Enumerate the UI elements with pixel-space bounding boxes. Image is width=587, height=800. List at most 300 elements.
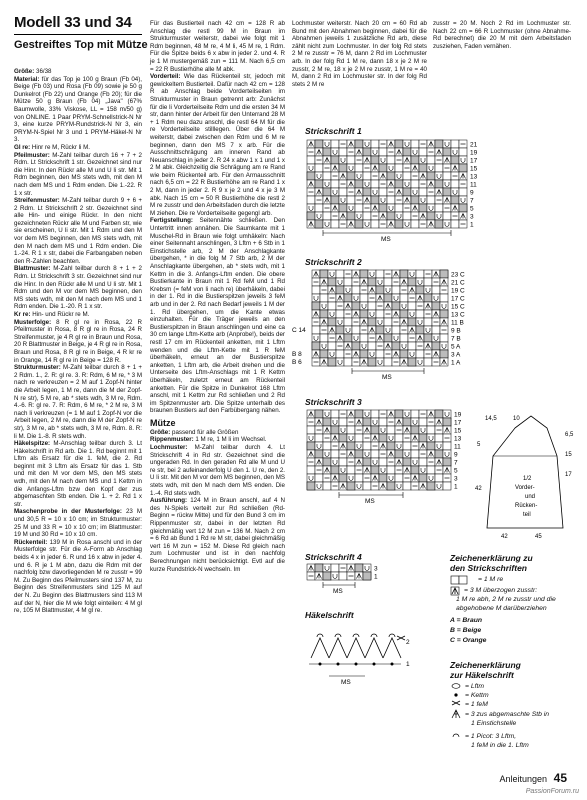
- empty-cell: [315, 220, 323, 228]
- paragraph-label: Rückenteil:: [14, 538, 48, 546]
- paragraph-text: Seitennähte schließen. Den Untertritt innen annähen. Die Saumkante mit 1 Muschel-Rd in Braun wie folgt umhäkeln: Nach einer Seitennaht anschlingen, 3 Lftm + 6 Stb in 1 Einstichstelle arb, 2 M der Anschlagkante übergehen, * in die folg M 7 Stb arb, 2 M der Anschlagkante übergehen, ab * stets wdh, mit 1 Kettm in die 3. Anfangs-Lftm enden. Die obere Bustierkante in Braun mit 1 Rd feM und 1 Rd Krebsm (= feM von li nach re) überhäkeln, dabei in der 1. Rd in die Bustierspitzen jeweils 3 feM arb und in der 2. Rd nach Bedarf jeweils 1 M der 1. Rd übergehen, um die Kante etwas einzuhalten. Für die Träger jeweils an den Bustierspitzen in Braun anschlingen und eine ca 30 cm lange Lftm-Kette arb (Anprobe!), beids der restl 17 cm im Rückenteil anketten, mit 1 Lftm wenden und die Lftm-Kette mit 1 R feM überhäkeln, erneut an der Bustierspitze anketten, 1 Lftm arb, die Arbeit drehen und die Unterseite des Lftm-Anschlags mit 1 R Kettm überhäkeln, zuletzt erneut am Rückenteil anketten. Für die Spitze in Dunkelrot 168 Lftm anschl, mit 1 Kettm zur Rd schließen und 2 Rd im Spitzenmuster arb. Die Spitze unterhalb des braunen Bustiers auf den Farbübergang nähen.: [150, 217, 285, 415]
- paragraph-label: Lochmuster:: [150, 444, 188, 452]
- row-number: 15: [470, 165, 478, 173]
- chart-title-s3: Strickschrift 3: [305, 397, 362, 407]
- empty-cell: [307, 212, 315, 220]
- empty-cell: [371, 156, 379, 164]
- dimension-label: teil: [523, 512, 531, 518]
- row-number: 17 C: [451, 295, 465, 303]
- chart-cell: [307, 164, 315, 172]
- knitting-chart-2: [292, 268, 492, 393]
- chart-cell: [451, 148, 459, 156]
- empty-cell: [387, 442, 395, 450]
- empty-cell: [323, 188, 331, 196]
- row-number: 17: [470, 157, 478, 165]
- chart-cell: [427, 196, 435, 204]
- chart-cell: [435, 204, 443, 212]
- row-number: 23 C: [451, 271, 465, 279]
- chart-cell: [395, 434, 403, 442]
- chart-cell: [395, 204, 403, 212]
- chart-cell: [427, 426, 435, 434]
- row-number: 5: [470, 205, 474, 213]
- instruction-paragraph: [14, 319, 142, 365]
- legend-haekel-title-1: Zeichenerklärung: [450, 660, 521, 670]
- section-heading: Mütze: [150, 417, 176, 428]
- chart-cell: [411, 140, 419, 148]
- instruction-paragraph: [14, 152, 142, 198]
- paragraph-text: M-Zahl teilbar durch 4. Lt Strickschrift 4 in Rd str. Gezeichnet sind die ungeraden Rd. In den geraden Rd alle M und U re str, bei 2 aufeinanderfolg U den 1. U re, den 2. U li str. Mit den M vor dem MS beginnen, den MS stets wdh, mit den M nach dem MS enden. Die 1.-4. Rd stets wdh.: [150, 444, 285, 497]
- paragraph-text: Lochmuster weiterstr. Nach 20 cm = 60 Rd ab Bund mit den Abnahmen beginnen, dabei für die Abnahmen jeweils 1 zusätzliche Rd arb, diese zählt nicht zum Lochmuster. In der folg Rd stets 2 M re zusstr = 76 M, dann 2 Rd im Lochmuster arb. In der folg Rd 1 M re, dann 18 x je 2 M re zusstr, 2 M re, 18 x je 2 M re zusstr, 1 M re = 40 M, dann 2 Rd im Lochmuster str. In der folg Rd stets 2 M re: [292, 20, 427, 88]
- paragraph-label: Maschenprobe in der Musterfolge:: [14, 508, 122, 516]
- empty-cell: [403, 458, 411, 466]
- dimension-label: 5: [477, 442, 481, 448]
- empty-cell: [416, 286, 424, 294]
- row-number: 9: [454, 451, 458, 459]
- chart-cell: [339, 458, 347, 466]
- chart-cell: [376, 350, 384, 358]
- chart-cell: [363, 180, 371, 188]
- chart-cell: [451, 180, 459, 188]
- instruction-paragraph: [14, 197, 142, 265]
- empty-cell: [347, 482, 355, 490]
- paragraph-label: Material:: [14, 75, 40, 83]
- chart-cell: [315, 434, 323, 442]
- legend-strick-item-1: = 1 M re: [478, 576, 504, 583]
- dimension-label: 15: [565, 452, 572, 458]
- row-number: 1: [454, 483, 458, 491]
- row-number: 1: [470, 221, 474, 229]
- paragraph-label: Größe:: [14, 68, 35, 75]
- row-number: 15 C: [451, 303, 465, 311]
- chart-cell: [344, 318, 352, 326]
- chart-cell: [371, 410, 379, 418]
- empty-cell: [360, 350, 368, 358]
- instruction-paragraph: [433, 20, 571, 50]
- chart-cell: [451, 188, 459, 196]
- empty-cell: [392, 342, 400, 350]
- empty-cell: [387, 482, 395, 490]
- empty-cell: [355, 180, 363, 188]
- legend-haekel-item-6: = 1 Picot: 3 Lftm,: [465, 733, 517, 740]
- instruction-paragraph: [150, 429, 285, 437]
- instruction-paragraph: [14, 440, 142, 508]
- chart-cell: [323, 442, 331, 450]
- dimension-label: 42: [475, 486, 482, 492]
- empty-cell: [451, 196, 459, 204]
- empty-cell: [419, 164, 427, 172]
- paragraph-text: für das Top je 100 g Braun (Fb 04), Beige (Fb 03) und Rosa (Fb 09) sowie je 50 g Dunkelrot (Fb 22) und Orange (Fb 20); für die Mütze 50 g Braun (Fb 04) „Java" (67% Baumwolle, 33% Viskose, LL = 158 m/50 g) von ONLINE. 1 Paar PRYM-Schnellstrick-N Nr 3, eine kurze PRYM-Rundstrick-N Nr 3, ein PRYM-N-Spiel Nr 3 und 1 PRYM-Häkel-N Nr 3.: [14, 75, 142, 144]
- empty-cell: [435, 180, 443, 188]
- chart-cell: [427, 164, 435, 172]
- chart-cell: [307, 156, 315, 164]
- chart-cell: [459, 188, 467, 196]
- knitting-chart-3: [305, 408, 495, 528]
- chart-cell: [371, 188, 379, 196]
- instruction-paragraph: [150, 444, 285, 497]
- legend-haekel-title-2: zur Häkelschrift: [450, 670, 514, 680]
- empty-cell: [440, 310, 448, 318]
- empty-cell: [419, 474, 427, 482]
- legend-haekel-item-5: 1 Einstichstelle: [471, 720, 517, 727]
- empty-cell: [307, 442, 315, 450]
- instruction-paragraph: [14, 144, 142, 152]
- chart-cell: [339, 148, 347, 156]
- paragraph-text: M-Zahl teilbar durch 9 + 6 + 2 Rdm. Lt Strickschrift 2 str. Gezeichnet sind alle Hin- und einige Rückr. In den nicht gezeichneten Rückr alle M und Farben str, wie sie erscheinen, U li str. Mit 1 Rdm und den M vor dem MS beginnen, den MS stets wdh, mit den M nach dem MS und 1 Rdm enden. Die 1.-24. R 1 x str, dabei die Farbangaben neben den R-Zahlen beachten.: [14, 197, 142, 265]
- chart-cell: [459, 148, 467, 156]
- empty-cell: [336, 286, 344, 294]
- empty-cell: [339, 434, 347, 442]
- chart-cell: [443, 212, 451, 220]
- chart-cell: [363, 172, 371, 180]
- chart-cell: [440, 334, 448, 342]
- chart-cell: [371, 140, 379, 148]
- empty-cell: [427, 212, 435, 220]
- crochet-stitch-group: [311, 638, 329, 658]
- paragraph-text: 36/38: [34, 68, 52, 75]
- row-number: 2: [406, 639, 410, 646]
- empty-cell: [363, 148, 371, 156]
- empty-cell: [315, 564, 323, 572]
- chart-cell: [347, 426, 355, 434]
- instruction-paragraph: [14, 311, 142, 319]
- chart-cell: [347, 156, 355, 164]
- legend-color-b: B = Beige: [450, 627, 482, 634]
- empty-cell: [352, 342, 360, 350]
- empty-cell: [363, 458, 371, 466]
- chart-cell: [387, 196, 395, 204]
- chart-cell: [443, 140, 451, 148]
- legend-color-c: C = Orange: [450, 637, 487, 644]
- crochet-chart: [305, 620, 415, 690]
- chart-cell: [355, 474, 363, 482]
- empty-cell: [400, 350, 408, 358]
- row-number: 11: [470, 181, 477, 189]
- chart-cell: [363, 442, 371, 450]
- column-4: [433, 20, 571, 50]
- column-1: [14, 68, 142, 615]
- empty-cell: [384, 294, 392, 302]
- chart-cell: [336, 270, 344, 278]
- empty-cell: [384, 334, 392, 342]
- crochet-stitch-group: [329, 638, 347, 658]
- paragraph-label: Gl re:: [14, 143, 31, 151]
- empty-cell: [392, 302, 400, 310]
- chart-cell: [323, 212, 331, 220]
- row-number: 5 A: [451, 343, 461, 351]
- empty-cell: [451, 156, 459, 164]
- chart-cell: [315, 474, 323, 482]
- empty-cell: [355, 410, 363, 418]
- instruction-paragraph: [150, 436, 285, 444]
- chart-cell: [331, 188, 339, 196]
- empty-cell: [320, 270, 328, 278]
- chart-cell: [443, 180, 451, 188]
- empty-cell: [376, 286, 384, 294]
- empty-cell: [339, 474, 347, 482]
- empty-cell: [328, 318, 336, 326]
- chart-cell: [328, 302, 336, 310]
- chart-cell: [416, 270, 424, 278]
- chart-cell: [419, 418, 427, 426]
- chart-cell: [435, 434, 443, 442]
- dimension-label: 17: [565, 472, 572, 478]
- instruction-paragraph: [150, 73, 285, 217]
- paragraph-text: M-Zahl teilbar durch 8 + 1 + 2 Rdm. Lt Strickschrift 3 str. Gezeichnet sind nur die Hinr. In den Rückr alle M und U li str. Mit 1 Rdm und den M vor dem MS beginnen, den MS stets wdh, mit den M nach dem MS und 1 Rdm enden. Die 1.-20. R 1 x str.: [14, 265, 142, 311]
- chart-cell: [323, 172, 331, 180]
- chart-cell: [424, 358, 432, 366]
- chart-cell: [408, 302, 416, 310]
- chart-cell: [323, 140, 331, 148]
- chart-cell: [315, 164, 323, 172]
- empty-cell: [424, 294, 432, 302]
- page-number: 45: [553, 771, 567, 785]
- empty-cell: [371, 196, 379, 204]
- chart-cell: [320, 294, 328, 302]
- empty-cell: [336, 326, 344, 334]
- empty-cell: [355, 220, 363, 228]
- dimension-label: 14,5: [485, 416, 497, 422]
- empty-cell: [411, 156, 419, 164]
- chart-cell: [403, 140, 411, 148]
- chart-cell: [408, 342, 416, 350]
- empty-cell: [419, 434, 427, 442]
- empty-cell: [408, 358, 416, 366]
- chart-cell: [336, 350, 344, 358]
- page-title: Modell 33 und 34: [14, 14, 132, 31]
- paragraph-label: Pfeilmuster:: [14, 151, 50, 159]
- paragraph-label: Musterfolge:: [14, 318, 52, 326]
- empty-cell: [443, 458, 451, 466]
- empty-cell: [320, 310, 328, 318]
- repeat-label: MS: [381, 236, 391, 243]
- chart-cell: [416, 350, 424, 358]
- dimension-label: 10: [513, 416, 520, 422]
- empty-cell: [432, 342, 440, 350]
- dimension-label: Vorder-: [515, 485, 535, 491]
- paragraph-text: M-Anschlag teilbar durch 3. Lt Häkelschrift in Rd arb. Die 1. Rd beginnt mit 1 Lftm als Ersatz für die 1. feM, die 2. Rd beginnt mit 3 Lftm als Ersatz für das 1. Stb und mit den M vor dem MS, den MS stets wdh, mit den M nach dem MS und 1 Kettm in die Anfangs-Lftm bzw den Kopf der zus abgemaschten Stb enden. Die 1. + 2. Rd 1 x str.: [14, 440, 142, 508]
- paragraph-text: 23 M und 30,5 R = 10 x 10 cm; im Strukturmuster: 25 M und 33 R = 10 x 10 cm; im Blattmuster: 19 M und 30 Rd = 10 x 10 cm.: [14, 508, 143, 539]
- chart-cell: [355, 434, 363, 442]
- empty-cell: [411, 196, 419, 204]
- chart-cell: [411, 188, 419, 196]
- empty-cell: [347, 172, 355, 180]
- chart-cell: [363, 140, 371, 148]
- chart-cell: [387, 164, 395, 172]
- row-number: 3: [470, 213, 474, 221]
- chart-cell: [387, 426, 395, 434]
- chart-cell: [312, 326, 320, 334]
- chart-cell: [432, 286, 440, 294]
- legend-haekel-item-3: = 1 feM: [465, 701, 488, 708]
- empty-cell: [368, 318, 376, 326]
- left-row-number: B 8: [292, 351, 302, 358]
- row-number: 1 A: [451, 359, 461, 367]
- chart-cell: [371, 180, 379, 188]
- chart-cell: [379, 148, 387, 156]
- row-number: 19 C: [451, 287, 465, 295]
- paragraph-text: M-Zahl teilbar durch 16 + 7 + 2 Rdm. Lt Strickschrift 1 str. Gezeichnet sind nur die Hinr. In den Rückr alle M und U li str. Mit 1 Rdm beginnen, den MS stets wdh, mit den M nach dem MS und 1 Rdm enden. Die 1.-22. R 1 x str.: [14, 151, 142, 197]
- paragraph-label: Rippenmuster:: [150, 436, 194, 444]
- chart-cell: [331, 180, 339, 188]
- row-number: 19: [454, 411, 462, 419]
- empty-cell: [435, 410, 443, 418]
- chart-cell: [371, 450, 379, 458]
- chart-cell: [424, 278, 432, 286]
- chart-cell: [344, 358, 352, 366]
- picot-symbol: [371, 634, 377, 637]
- legend-haekel-item-7: 1 feM in die 1. Lftm: [471, 742, 529, 749]
- empty-cell: [323, 148, 331, 156]
- chart-cell: [419, 148, 427, 156]
- chart-cell: [355, 164, 363, 172]
- legend-strick-title-1: Zeichenerklärung zu: [450, 553, 533, 563]
- empty-cell: [379, 434, 387, 442]
- empty-cell: [395, 140, 403, 148]
- chart-cell: [411, 148, 419, 156]
- close-marker: [397, 636, 405, 640]
- crochet-stitch-group: [365, 638, 383, 658]
- picot-symbol: [317, 634, 323, 637]
- dimension-label: und: [525, 494, 536, 500]
- chart-cell: [363, 212, 371, 220]
- chart-title-s2: Strickschrift 2: [305, 257, 362, 267]
- empty-cell: [312, 342, 320, 350]
- empty-cell: [435, 220, 443, 228]
- row-number: 19: [470, 149, 478, 157]
- chart-cell: [376, 270, 384, 278]
- chart-cell: [427, 466, 435, 474]
- legend-strick-item-4: abgehobene M darüberziehen: [456, 605, 547, 612]
- row-number: 3 A: [451, 351, 461, 359]
- empty-cell: [379, 474, 387, 482]
- empty-cell: [400, 310, 408, 318]
- knitting-chart-1: [305, 138, 500, 248]
- chart-cell: [331, 564, 339, 572]
- empty-cell: [307, 172, 315, 180]
- paragraph-label: Fertigstellung:: [150, 217, 193, 225]
- paragraph-label: Größe:: [150, 428, 171, 436]
- paragraph-text: Für das Bustierteil nach 42 cm = 128 R ab Anschlag die restl 99 M in Braun im Strukturmuster weiterstr, dabei wie folgt mit 1 Rdm beginnen, 48 M re, 4 M li, 45 M re, 1 Rdm. Für die Spitze beids 6 x abw in jeder 2. und 4. R je 1 M mustergemäß zun = 111 M. Nach 6,5 cm = 22 R Bustierhöhe alle M abk.: [150, 20, 285, 73]
- empty-cell: [307, 482, 315, 490]
- chart-cell: [347, 466, 355, 474]
- legend-symbols-2: [450, 682, 464, 752]
- dimension-label: 42: [501, 534, 508, 540]
- empty-cell: [432, 302, 440, 310]
- chart-cell: [355, 172, 363, 180]
- paragraph-text: 124 M in Braun anschl, auf 4 N des N-Spiels verteilt zur Rd schließen (Rd-Beginn = rückw Mitte) und für den Bund 3 cm im Rippenmuster str, dabei in der letzten Rd gleichmäßig vert 12 M zun = 136 M. Nach 2 cm = 6 Rd ab Bund 1 Rd re M str, dabei gleichmäßig vert 16 M zun = 152 M. Diese Rd gleich nach zum Lochmuster und ist in den nachfolg Berechnungen nicht berücksichtigt. Evtl auf die kurze Rundstrick-N wechseln. Im: [150, 497, 285, 573]
- chart-cell: [339, 156, 347, 164]
- paragraph-label: Strukturmuster:: [14, 364, 61, 372]
- row-number: 15: [454, 427, 462, 435]
- legend-haekel-item-2: = Kettm: [465, 692, 489, 699]
- empty-cell: [331, 426, 339, 434]
- paragraph-text: Hinr re M, Rückr li M.: [30, 143, 90, 151]
- instruction-paragraph: [14, 539, 142, 615]
- repeat-label: MS: [382, 374, 392, 381]
- chart-cell: [371, 220, 379, 228]
- chart-cell: [339, 188, 347, 196]
- chart-cell: [307, 426, 315, 434]
- chart-cell: [403, 180, 411, 188]
- empty-cell: [443, 418, 451, 426]
- empty-cell: [363, 418, 371, 426]
- chart-cell: [379, 156, 387, 164]
- chart-cell: [435, 474, 443, 482]
- picot-symbol: [335, 634, 341, 637]
- chart-cell: [315, 204, 323, 212]
- row-number: 13: [470, 173, 478, 181]
- chart-cell: [411, 220, 419, 228]
- chart-cell: [376, 310, 384, 318]
- empty-cell: [339, 204, 347, 212]
- empty-cell: [347, 442, 355, 450]
- empty-cell: [371, 426, 379, 434]
- instruction-paragraph: [14, 508, 142, 538]
- chart-cell: [307, 466, 315, 474]
- row-number: 11: [454, 443, 461, 451]
- paragraph-text: 1 M re, 1 M li im Wechsel.: [193, 436, 267, 444]
- chart-cell: [392, 286, 400, 294]
- chart-cell: [347, 196, 355, 204]
- chart-cell: [315, 172, 323, 180]
- empty-cell: [355, 450, 363, 458]
- chart-cell: [435, 172, 443, 180]
- chart-cell: [403, 212, 411, 220]
- empty-cell: [403, 148, 411, 156]
- row-number: 1: [374, 573, 378, 581]
- knitting-chart-4: [305, 562, 415, 602]
- chart-cell: [443, 442, 451, 450]
- chart-cell: [443, 172, 451, 180]
- left-row-number: C 14: [292, 327, 306, 334]
- chart-cell: [379, 418, 387, 426]
- empty-cell: [328, 358, 336, 366]
- chart-cell: [328, 342, 336, 350]
- legend-strick-item-3: 1 M re abh, 2 M re zusstr und die: [456, 596, 556, 603]
- instruction-paragraph: [14, 76, 142, 144]
- legend-haekel-item-4: = 3 zus abgemaschte Stb in: [465, 711, 550, 718]
- page-subtitle: Gestreiftes Top mit Mütze: [14, 39, 148, 51]
- empty-cell: [312, 302, 320, 310]
- empty-cell: [363, 572, 371, 580]
- chart-cell: [387, 466, 395, 474]
- dimension-label: Rücken-: [515, 503, 538, 509]
- chart-cell: [403, 482, 411, 490]
- empty-cell: [315, 450, 323, 458]
- chart-cell: [312, 286, 320, 294]
- footer-label: Anleitungen: [499, 774, 547, 784]
- instruction-paragraph: [150, 497, 285, 573]
- chart-cell: [403, 172, 411, 180]
- empty-cell: [323, 572, 331, 580]
- chart-cell: [459, 156, 467, 164]
- chart-cell: [403, 442, 411, 450]
- empty-cell: [360, 270, 368, 278]
- instruction-paragraph: [150, 20, 285, 73]
- chart-cell: [344, 278, 352, 286]
- empty-cell: [400, 270, 408, 278]
- legend-strick-item-2: = 3 M überzogen zusstr:: [464, 587, 538, 594]
- repeat-label: MS: [365, 498, 375, 505]
- watermark: PassionForum.ru: [525, 788, 579, 795]
- repeat-label: MS: [341, 679, 351, 686]
- garment-schematic: [475, 410, 585, 540]
- chart-cell: [443, 482, 451, 490]
- empty-cell: [459, 204, 467, 212]
- empty-cell: [403, 418, 411, 426]
- legend-haekel-item-1: = Lftm: [465, 683, 485, 690]
- empty-cell: [323, 418, 331, 426]
